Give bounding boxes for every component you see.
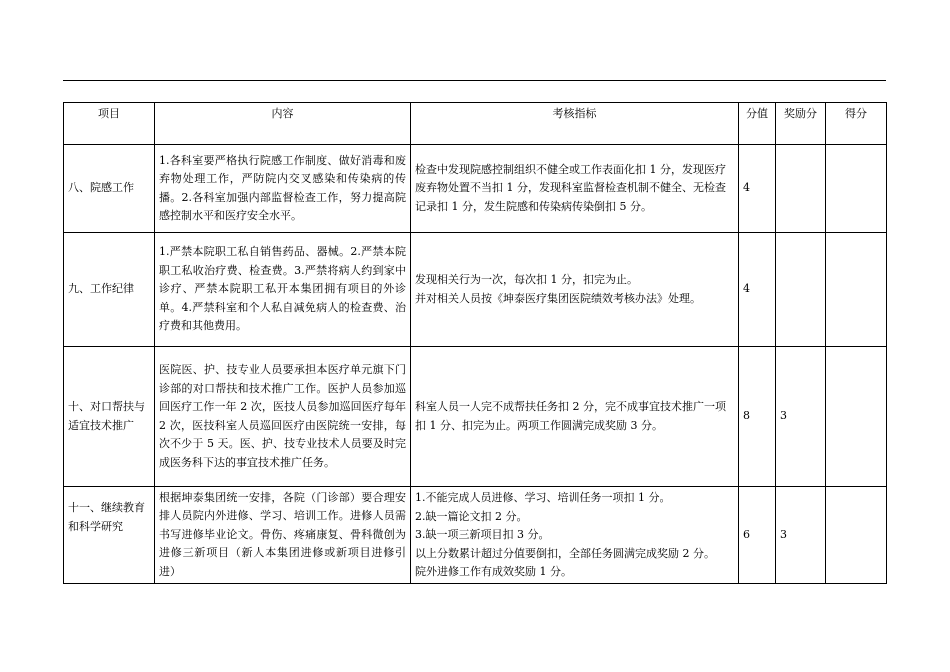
row-got: [826, 145, 887, 233]
top-rule: [63, 80, 886, 81]
row-indicator: [411, 487, 739, 584]
indicator-line: 院外进修工作有成效奖励 1 分。: [415, 565, 572, 578]
table-row: [64, 233, 887, 347]
assessment-table: [63, 102, 887, 584]
row-item: 九、工作纪律: [64, 233, 155, 347]
indicator-line: 以上分数累计超过分值要倒扣，全部任务圆满完成奖励 2 分。: [415, 546, 715, 560]
header-item: 项目: [64, 103, 155, 145]
table-row: [64, 487, 887, 584]
header-row: [64, 103, 887, 145]
row-score: 6: [739, 487, 776, 584]
row-item: 十、对口帮扶与适宜技术推广: [64, 347, 155, 487]
header-content: 内容: [155, 103, 411, 145]
table-row: [64, 347, 887, 487]
indicator-line: 1.不能完成人员进修、学习、培训任务一项扣 1 分。: [415, 491, 671, 504]
header-score: 分值: [739, 103, 776, 145]
row-reward: [776, 233, 826, 347]
row-content: 医院医、护、技专业人员要承担本医疗单元旗下门诊部的对口帮扶和技术推广工作。医护人员参加巡回医疗工作一年 2 次，医技人员参加巡回医疗每年 2 次，医技科室人员巡回医疗由医院统一安排，每次不少于 5 天。医、护、技专业技术人员要及时完成医务科下达的事宜技术推广任务。: [155, 347, 411, 487]
indicator-line: 并对相关人员按《坤泰医疗集团医院绩效考核办法》处理。: [415, 291, 701, 305]
row-indicator: [411, 347, 739, 487]
row-score: 8: [739, 347, 776, 487]
header-got: 得分: [826, 103, 887, 145]
indicator-line: 3.缺一项三新项目扣 3 分。: [415, 528, 550, 541]
indicator-line: 检查中发现院感控制组织不健全或工作表面化扣 1 分，发现医疗废弃物处置不当扣 1 分，发现科室监督检查机制不健全、无检查记录扣 1 分，发生院感和传染病传染倒扣 5 分。: [415, 162, 726, 213]
row-content: 1.严禁本院职工私自销售药品、器械。2.严禁本院职工私收治疗费、检查费。3.严禁将病人约到家中诊疗、严禁本院职工私开本集团拥有项目的外诊单。4.严禁科室和个人私自减免病人的检查费、治疗费和其他费用。: [155, 233, 411, 347]
header-reward: 奖励分: [776, 103, 826, 145]
indicator-line: 2.缺一篇论文扣 2 分。: [415, 509, 528, 523]
row-score: 4: [739, 145, 776, 233]
row-score: 4: [739, 233, 776, 347]
header-indicator: 考核指标: [411, 103, 739, 145]
indicator-line: 科室人员一人完不成帮扶任务扣 2 分，完不成事宜技术推广一项扣 1 分、扣完为止。两项工作圆满完成奖励 3 分。: [415, 400, 726, 432]
row-item: 八、院感工作: [64, 145, 155, 233]
top-rule-tick: [63, 80, 91, 81]
row-got: [826, 487, 887, 584]
row-reward: [776, 145, 826, 233]
row-reward: 3: [776, 487, 826, 584]
row-indicator: [411, 145, 739, 233]
indicator-line: 发现相关行为一次，每次扣 1 分，扣完为止。: [415, 273, 638, 286]
row-content: 根据坤泰集团统一安排，各院（门诊部）要合理安排人员院内外进修、学习、培训工作。进修人员需书写进修毕业论文。骨伤、疼痛康复、骨科微创为进修三新项目（新人本集团进修或新项目进修引进）: [155, 487, 411, 584]
row-got: [826, 233, 887, 347]
row-indicator: [411, 233, 739, 347]
row-item: 十一、继续教育和科学研究: [64, 487, 155, 584]
table-row: [64, 145, 887, 233]
row-reward: 3: [776, 347, 826, 487]
row-content: 1.各科室要严格执行院感工作制度、做好消毒和废弃物处理工作，严防院内交叉感染和传染病的传播。2.各科室加强内部监督检查工作，努力提高院感控制水平和医疗安全水平。: [155, 145, 411, 233]
row-got: [826, 347, 887, 487]
